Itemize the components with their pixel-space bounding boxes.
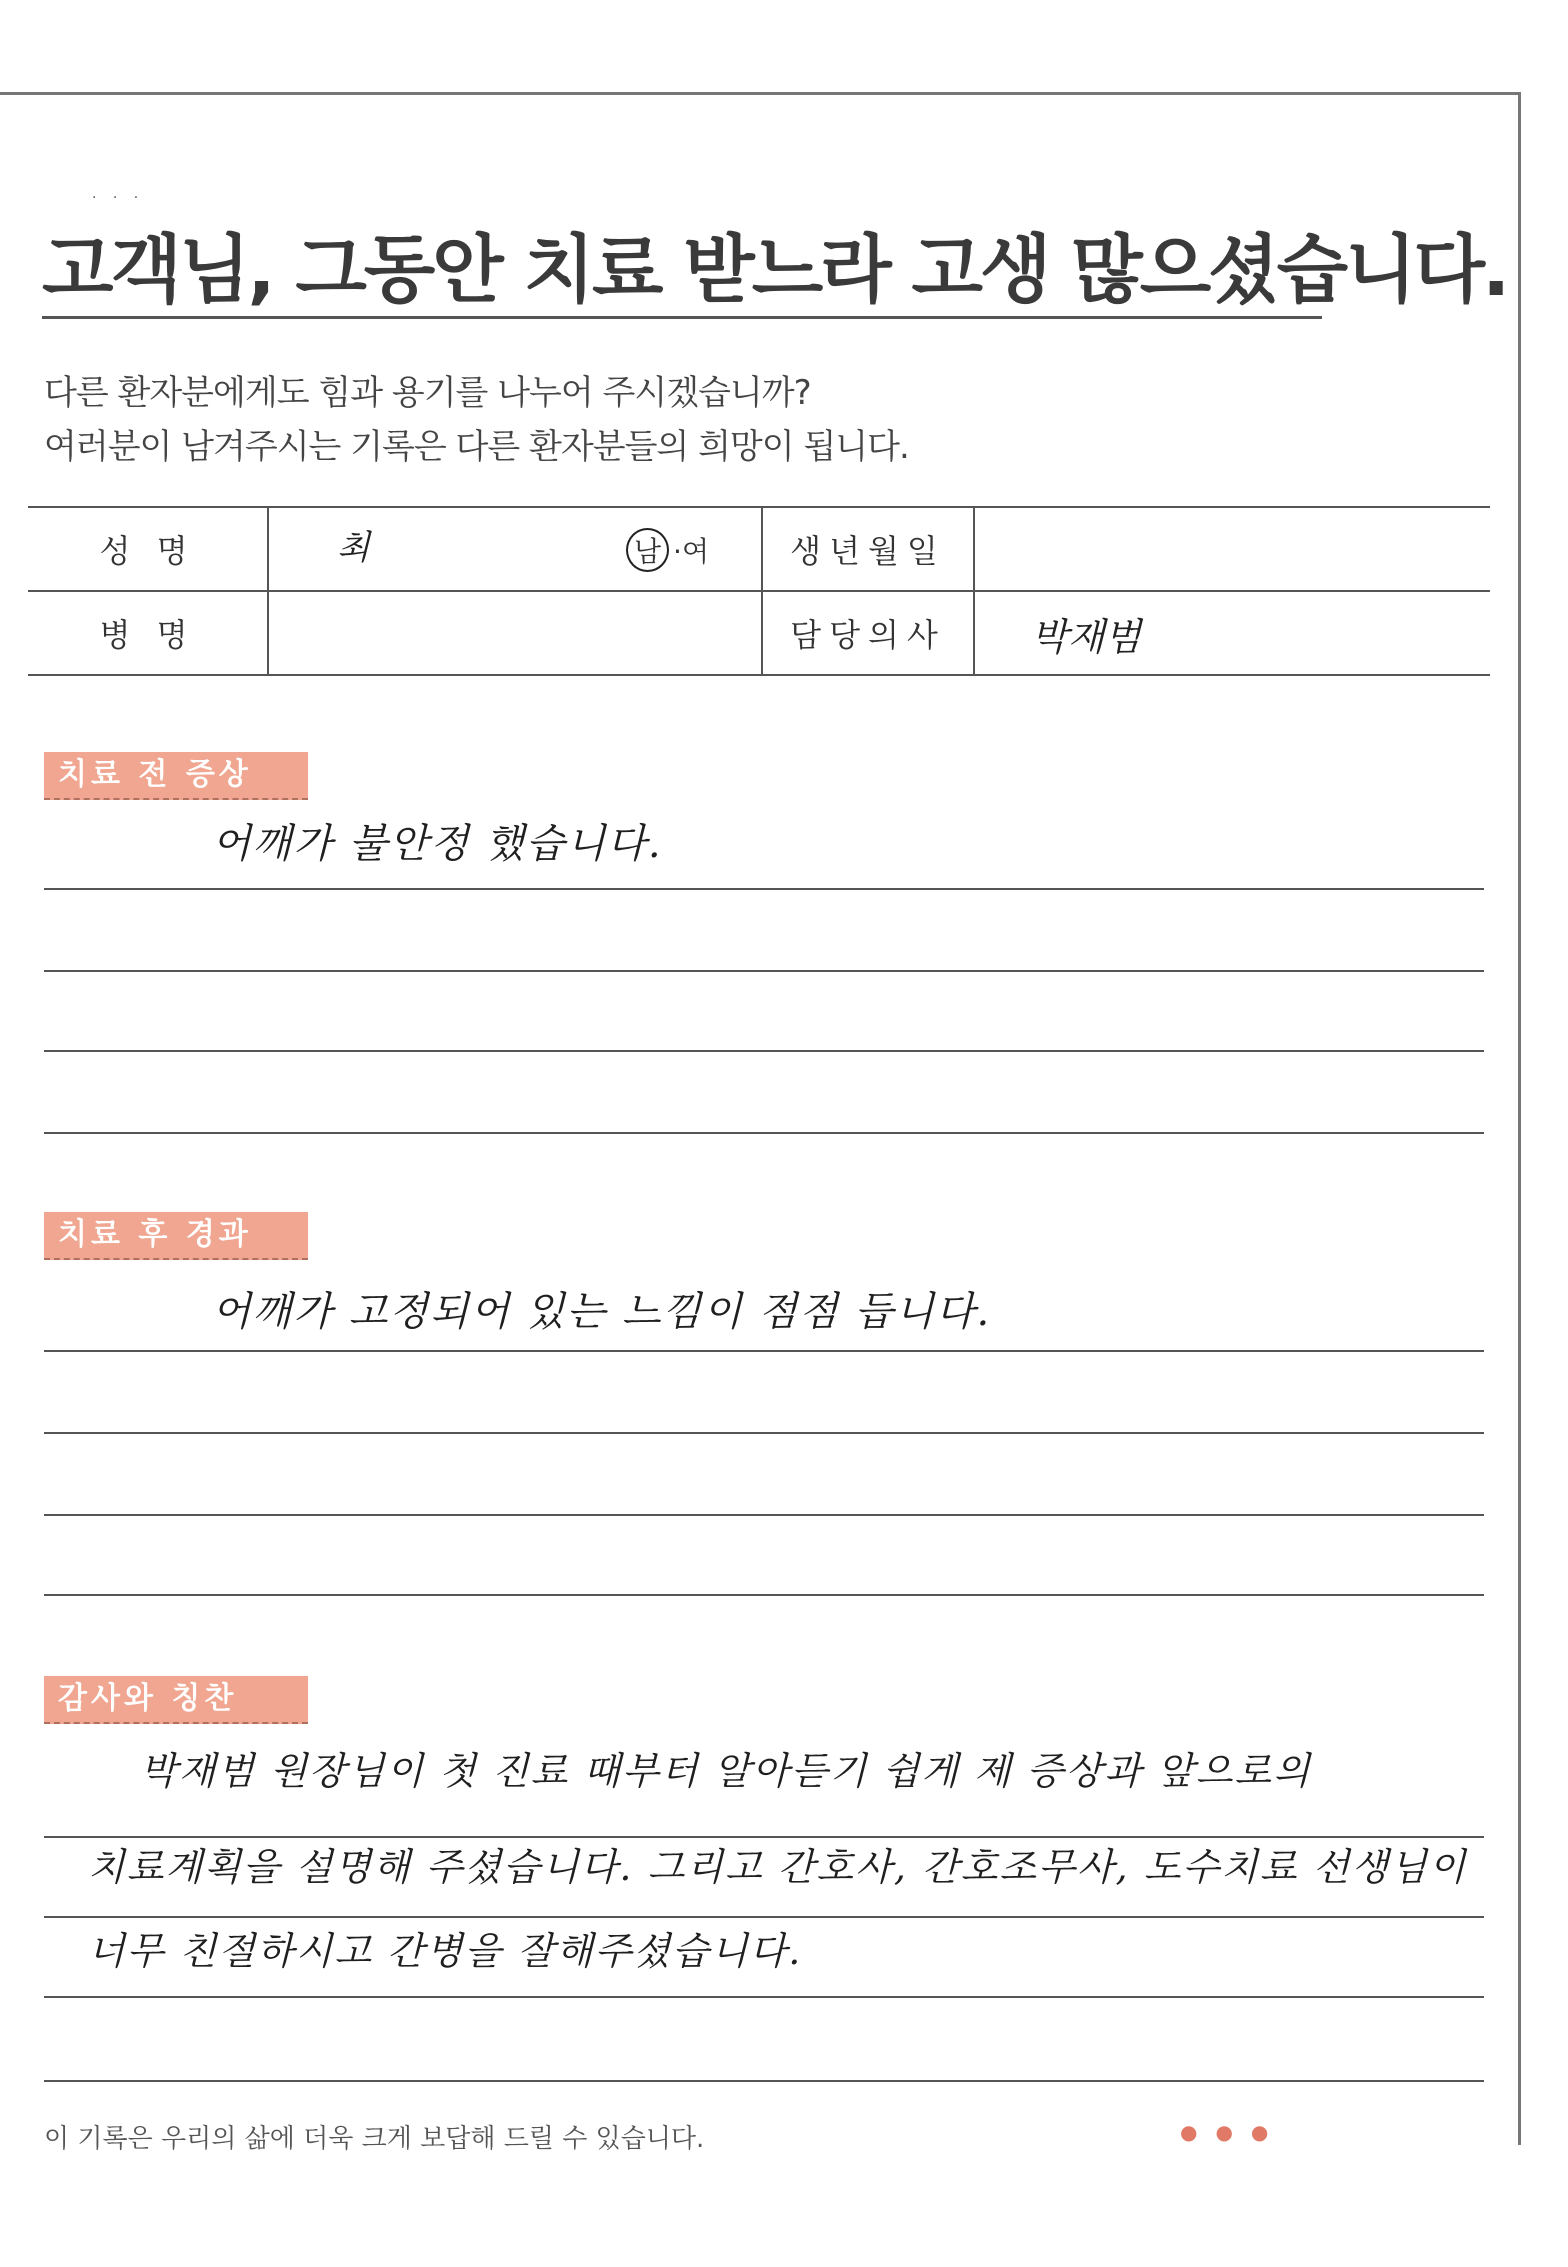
thanks-line-3[interactable]: 너무 친절하시고 간병을 잘해주셨습니다. (88, 1929, 803, 1973)
writing-rule (44, 1996, 1484, 1998)
section-before-label: 치료 전 증상 (44, 752, 308, 800)
patient-info-table (28, 506, 1490, 676)
scan-specks: · · · (92, 190, 145, 206)
disease-field[interactable] (268, 591, 762, 675)
page-title: 고객님, 그동안 치료 받느라 고생 많으셨습니다. (42, 232, 1322, 319)
thanks-line-2[interactable]: 치료계획을 설명해 주셨습니다. 그리고 간호사, 간호조무사, 도수치료 선생님이 (88, 1845, 1468, 1889)
thanks-line-1[interactable]: 박재범 원장님이 첫 진료 때부터 알아듣기 쉽게 제 증상과 앞으로의 (140, 1749, 1312, 1793)
writing-rule (44, 1594, 1484, 1596)
writing-rule (44, 1916, 1484, 1918)
subtitle-line-1: 다른 환자분에게도 힘과 용기를 나누어 주시겠습니까? (44, 373, 811, 413)
section-after-label: 치료 후 경과 (44, 1212, 308, 1260)
name-value: 최 (337, 528, 370, 568)
subtitle-line-2: 여러분이 남겨주시는 기록은 다른 환자분들의 희망이 됩니다. (44, 427, 909, 467)
after-line-1[interactable]: 어깨가 고정되어 있는 느낌이 점점 듭니다. (212, 1289, 992, 1335)
before-line-1[interactable]: 어깨가 불안정 했습니다. (212, 821, 663, 867)
writing-rule (44, 1350, 1484, 1352)
writing-rule (44, 1132, 1484, 1134)
footer-note: 이 기록은 우리의 삶에 더욱 크게 보답해 드릴 수 있습니다. (44, 2124, 705, 2154)
subtitle (44, 366, 909, 474)
writing-rule (44, 1514, 1484, 1516)
gender-male-option[interactable]: 남 (626, 528, 669, 572)
birth-field[interactable] (974, 507, 1490, 591)
writing-rule (44, 970, 1484, 972)
disease-label: 병 명 (28, 591, 268, 675)
name-label: 성 명 (28, 507, 268, 591)
writing-rule (44, 2080, 1484, 2082)
gender-female-option[interactable]: 여 (681, 535, 709, 568)
decorative-dots: ●●● (1180, 2120, 1287, 2144)
writing-rule (44, 1050, 1484, 1052)
doctor-label: 담당의사 (762, 591, 974, 675)
doctor-field[interactable]: 박재범 (974, 591, 1490, 675)
gender-selector[interactable]: 남 ·여 (626, 528, 709, 572)
section-thanks-label: 감사와 칭찬 (44, 1676, 308, 1724)
writing-rule (44, 888, 1484, 890)
name-field[interactable] (268, 507, 762, 591)
writing-rule (44, 1432, 1484, 1434)
birth-label: 생년월일 (762, 507, 974, 591)
